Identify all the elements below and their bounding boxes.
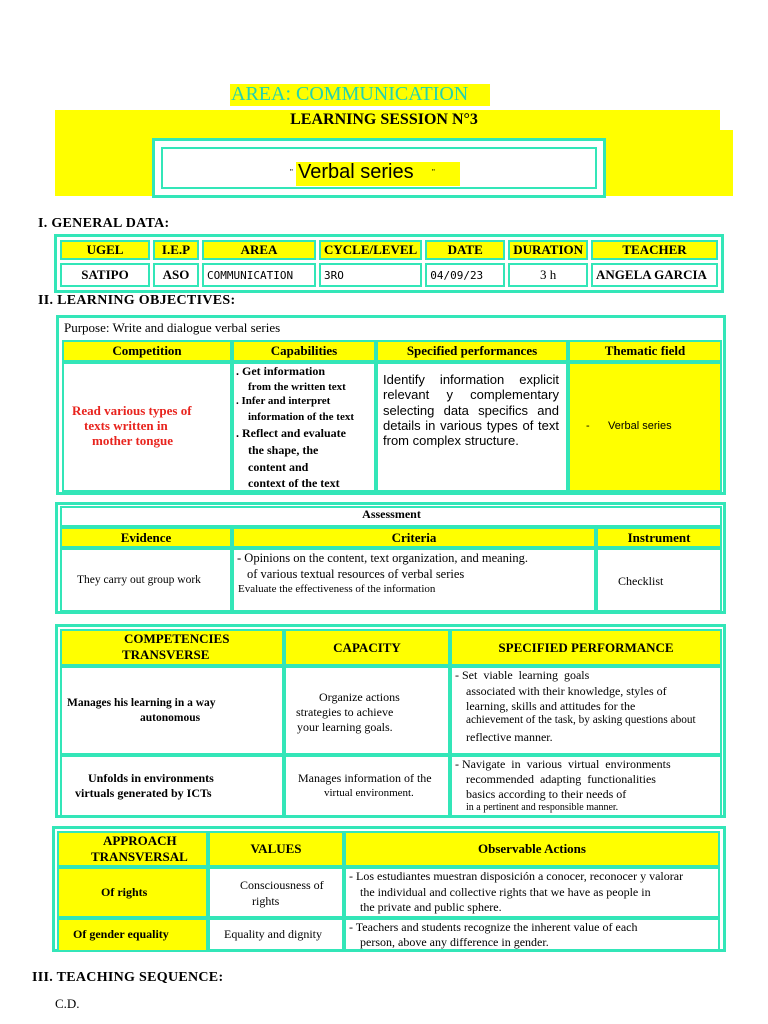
col-duration: DURATION <box>508 240 588 260</box>
general-data-table <box>54 234 724 293</box>
col-performances: Specified performances <box>376 340 568 362</box>
competency-line: virtuals generated by ICTs <box>75 786 212 800</box>
col-cycle: CYCLE/LEVEL <box>319 240 422 260</box>
capability-line: . Get information <box>236 364 325 378</box>
capability-text: Reflect and evaluate <box>242 426 346 440</box>
val-date: 04/09/23 <box>425 263 505 287</box>
val-cycle: 3RO <box>319 263 422 287</box>
actions-line: the individual and collective rights that we have as people in <box>360 885 651 899</box>
values-line: Equality and dignity <box>224 927 322 941</box>
actions-line: - Los estudiantes muestran disposición a conocer, reconocer y valorar <box>349 869 684 883</box>
topic-title: Verbal series <box>298 161 414 183</box>
performance-line: - Set viable learning goals <box>455 668 590 682</box>
performances-text: Identify information explicit relevant y complementary selecting data specifics and details in various types of text from complex structure. <box>383 372 559 449</box>
general-data-heading: I. GENERAL DATA: <box>38 216 170 231</box>
capability-line: information of the text <box>248 411 355 423</box>
col-capacity: CAPACITY <box>284 629 450 666</box>
col-capabilities: Capabilities <box>232 340 376 362</box>
values-cell <box>208 918 344 952</box>
competency-line: Unfolds in environments <box>88 771 214 785</box>
performance-line: basics according to their needs of <box>466 787 627 801</box>
actions-line: - Teachers and students recognize the inherent value of each <box>349 920 638 934</box>
val-duration: 3 h <box>508 263 588 287</box>
capacity-line: strategies to achieve <box>296 705 394 719</box>
performance-line: in a pertinent and responsible manner. <box>466 802 619 813</box>
capacity-line: Organize actions <box>319 690 400 704</box>
criteria-cell <box>232 548 596 612</box>
actions-cell <box>344 867 720 918</box>
col-competencies-line-1: COMPETENCIES <box>124 631 230 646</box>
capability-line: the shape, the <box>248 443 319 457</box>
val-teacher: ANGELA GARCIA <box>591 263 718 287</box>
teaching-heading: III. TEACHING SEQUENCE: <box>32 970 224 985</box>
performance-cell <box>450 755 722 817</box>
topic-quote-close: " <box>432 168 435 177</box>
thematic-text: - Verbal series <box>586 420 672 432</box>
col-thematic: Thematic field <box>568 340 722 362</box>
assessment-title: Assessment <box>362 507 421 521</box>
performance-line: recommended adapting functionalities <box>466 772 656 786</box>
col-competition: Competition <box>62 340 232 362</box>
capability-line: context of the text <box>248 476 340 490</box>
capacity-cell <box>284 755 450 817</box>
capability-line: content and <box>248 460 309 474</box>
session-title: LEARNING SESSION N°3 <box>290 111 478 128</box>
competency-cell <box>60 755 284 817</box>
criteria-line-3: Evaluate the effectiveness of the information <box>238 583 436 595</box>
instrument-text: Checklist <box>618 574 664 588</box>
capability-line: . Infer and interpret <box>236 395 331 407</box>
criteria-line-1: - Opinions on the content, text organization, and meaning. <box>237 551 529 565</box>
col-date: DATE <box>425 240 505 260</box>
col-specified-performance: SPECIFIED PERFORMANCE <box>450 629 722 666</box>
general-data-value-row <box>60 263 718 287</box>
val-ugel: SATIPO <box>60 263 150 287</box>
capacity-cell <box>284 666 450 755</box>
competition-line-2: texts written in <box>84 418 168 433</box>
competition-line-1: Read various types of <box>72 403 192 418</box>
col-iep: I.E.P <box>153 240 199 260</box>
capability-text: Get information <box>242 364 325 378</box>
capability-text: Infer and interpret <box>241 395 331 407</box>
values-line: rights <box>252 894 280 908</box>
objectives-heading: II. LEARNING OBJECTIVES: <box>38 293 236 308</box>
performances-cell <box>376 362 568 492</box>
col-area: AREA <box>202 240 316 260</box>
col-teacher: TEACHER <box>591 240 718 260</box>
evidence-text: They carry out group work <box>77 574 201 586</box>
approach-cell <box>57 867 208 918</box>
val-area: COMMUNICATION <box>202 263 316 287</box>
evidence-cell <box>60 548 232 612</box>
capability-line: . Reflect and evaluate <box>236 426 346 440</box>
col-observable: Observable Actions <box>344 831 720 867</box>
general-data-header-row <box>60 240 718 260</box>
topic-quote-open: " <box>290 168 293 177</box>
approach-name: Of gender equality <box>73 927 169 941</box>
performance-line: associated with their knowledge, styles of <box>466 684 667 698</box>
area-title: AREA: COMMUNICATION <box>231 83 469 105</box>
values-line: Consciousness of <box>240 878 324 892</box>
performance-cell <box>450 666 722 755</box>
col-approach-line-1: APPROACH <box>103 833 177 848</box>
capacity-line: Manages information of the <box>298 771 432 785</box>
col-ugel: UGEL <box>60 240 150 260</box>
col-instrument: Instrument <box>596 527 722 548</box>
col-competencies <box>60 629 284 666</box>
actions-line: the private and public sphere. <box>360 900 502 914</box>
thematic-cell <box>568 362 722 492</box>
capacity-line: virtual environment. <box>324 787 414 799</box>
col-approach-line-2: TRANSVERSAL <box>91 849 188 864</box>
performance-line: reflective manner. <box>466 730 553 744</box>
col-evidence: Evidence <box>60 527 232 548</box>
col-approach <box>57 831 208 867</box>
actions-cell <box>344 918 720 952</box>
instrument-cell <box>596 548 722 612</box>
performance-line: achievement of the task, by asking questions about <box>466 714 696 726</box>
competition-line-3: mother tongue <box>92 433 174 448</box>
val-iep: ASO <box>153 263 199 287</box>
col-values: VALUES <box>208 831 344 867</box>
teaching-cd: C.D. <box>55 996 80 1011</box>
competition-cell <box>62 362 232 492</box>
performance-line: - Navigate in various virtual environments <box>455 757 671 771</box>
actions-line: person, above any difference in gender. <box>360 935 549 949</box>
performance-line: learning, skills and attitudes for the <box>466 699 636 713</box>
col-criteria: Criteria <box>232 527 596 548</box>
capability-line: from the written text <box>248 381 346 393</box>
capabilities-cell <box>232 362 376 492</box>
col-competencies-line-2: TRANSVERSE <box>122 647 210 662</box>
values-cell <box>208 867 344 918</box>
purpose-text: Purpose: Write and dialogue verbal series <box>64 320 281 335</box>
capacity-line: your learning goals. <box>297 720 393 734</box>
competency-line: autonomous <box>140 712 201 724</box>
approach-cell <box>57 918 208 952</box>
criteria-line-2: of various textual resources of verbal series <box>247 567 465 581</box>
approach-name: Of rights <box>101 885 148 899</box>
competency-cell <box>60 666 284 755</box>
competency-line: Manages his learning in a way <box>67 697 216 709</box>
